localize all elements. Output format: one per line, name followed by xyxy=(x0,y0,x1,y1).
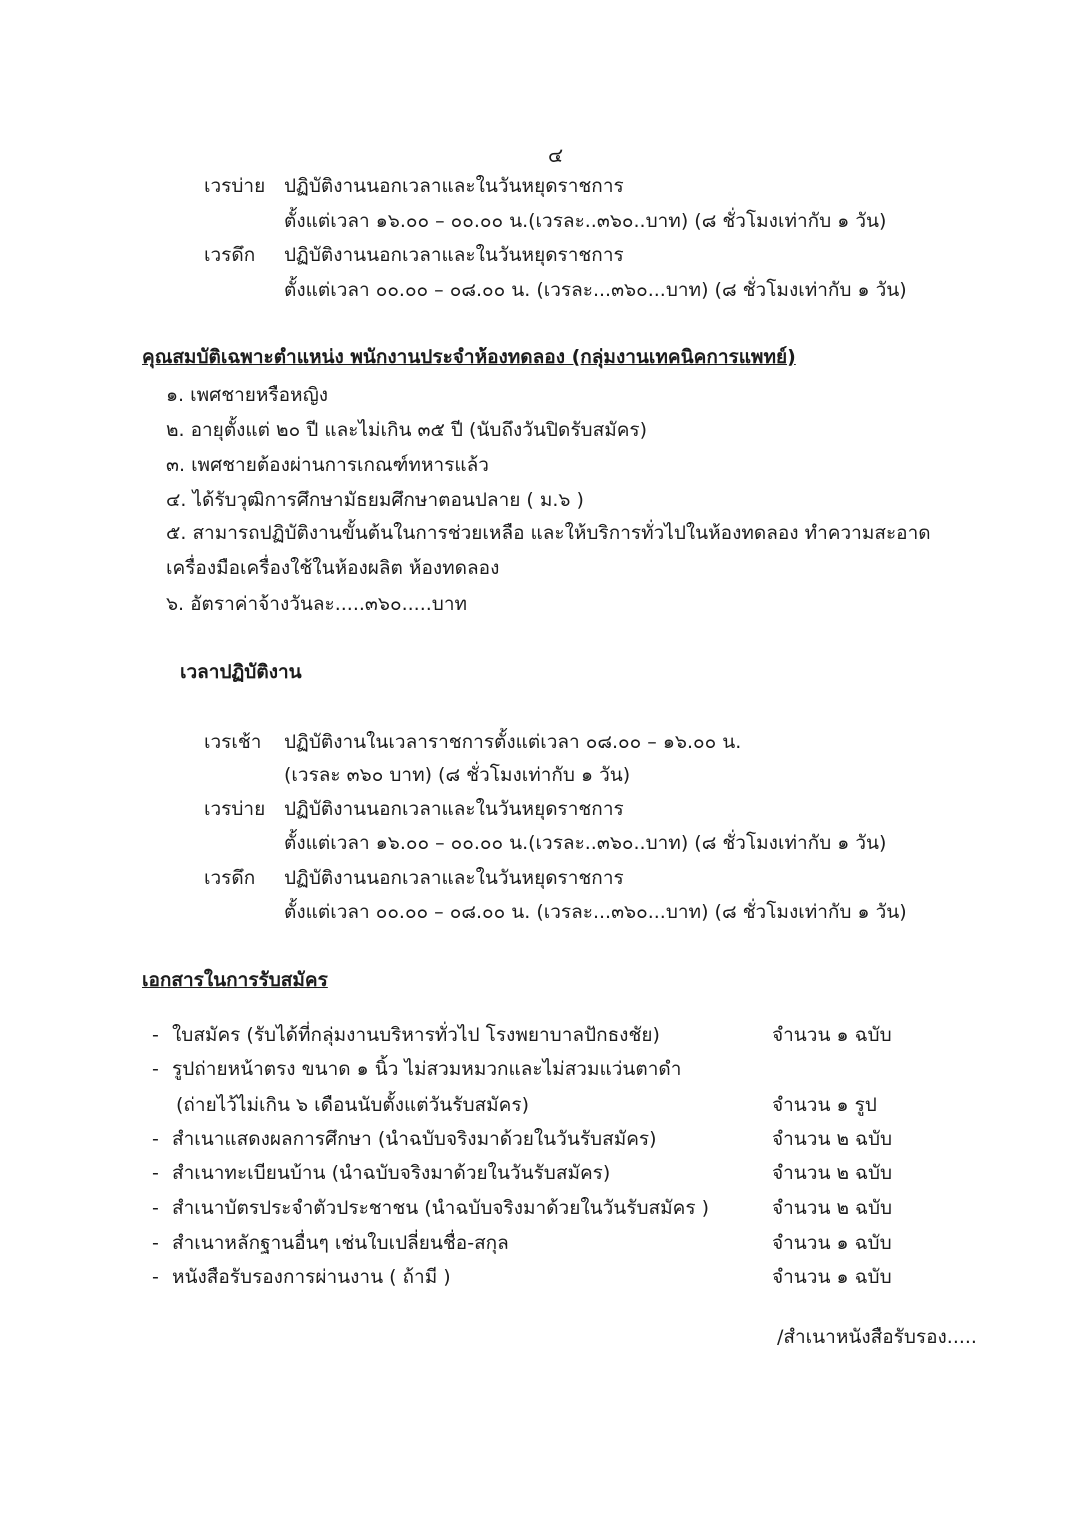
document-amount: จำนวน ๑ รูป xyxy=(772,1094,877,1116)
document-row xyxy=(152,1196,912,1222)
bullet-dash: - xyxy=(152,1197,159,1219)
afternoon-label: เวรบ่าย xyxy=(204,798,266,820)
top-afternoon-line2: ตั้งแต่เวลา ๑๖.๐๐ – ๐๐.๐๐ น.(เวรละ..๓๖๐..บาท) (๘ ชั่วโมงเท่ากับ ๑ วัน) xyxy=(284,210,887,232)
document-amount: จำนวน ๑ ฉบับ xyxy=(772,1266,892,1288)
top-afternoon-line1: ปฏิบัติงานนอกเวลาและในวันหยุดราชการ xyxy=(284,175,624,197)
morning-line1: ปฏิบัติงานในเวลาราชการตั้งแต่เวลา ๐๘.๐๐ – ๑๖.๐๐ น. xyxy=(284,731,742,753)
document-amount: จำนวน ๒ ฉบับ xyxy=(772,1197,893,1219)
qualification-item-1: ๑. เพศชายหรือหญิง xyxy=(166,384,329,406)
afternoon-line1: ปฏิบัติงานนอกเวลาและในวันหยุดราชการ xyxy=(284,798,624,820)
top-night-label: เวรดึก xyxy=(204,244,256,266)
document-row xyxy=(152,1265,912,1291)
top-afternoon-label: เวรบ่าย xyxy=(204,175,266,197)
document-text: (ถ่ายไว้ไม่เกิน ๖ เดือนนับตั้งแต่วันรับสมัคร) xyxy=(176,1094,530,1116)
qualification-item-4: ๔. ได้รับวุฒิการศึกษามัธยมศึกษาตอนปลาย ( ม.๖ ) xyxy=(166,489,584,511)
document-text: สำเนาบัตรประจำตัวประชาชน (นำฉบับจริงมาด้วยในวันรับสมัคร ) xyxy=(172,1197,710,1219)
document-text: รูปถ่ายหน้าตรง ขนาด ๑ นิ้ว ไม่สวมหมวกและไม่สวมแว่นตาดำ xyxy=(172,1058,682,1080)
bullet-dash: - xyxy=(152,1232,159,1254)
night-line2: ตั้งแต่เวลา ๐๐.๐๐ – ๐๘.๐๐ น. (เวรละ...๓๖๐...บาท) (๘ ชั่วโมงเท่ากับ ๑ วัน) xyxy=(284,901,907,923)
documents-heading: เอกสารในการรับสมัคร xyxy=(142,969,328,991)
document-text: สำเนาทะเบียนบ้าน (นำฉบับจริงมาด้วยในวันรับสมัคร) xyxy=(172,1162,611,1184)
document-row xyxy=(172,1093,912,1119)
continuation-note: /สำเนาหนังสือรับรอง..... xyxy=(777,1326,977,1348)
document-row xyxy=(152,1057,912,1083)
document-amount: จำนวน ๑ ฉบับ xyxy=(772,1024,892,1046)
night-line1: ปฏิบัติงานนอกเวลาและในวันหยุดราชการ xyxy=(284,867,624,889)
top-night-line2: ตั้งแต่เวลา ๐๐.๐๐ – ๐๘.๐๐ น. (เวรละ...๓๖๐...บาท) (๘ ชั่วโมงเท่ากับ ๑ วัน) xyxy=(284,279,907,301)
document-text: สำเนาแสดงผลการศึกษา (นำฉบับจริงมาด้วยในวันรับสมัคร) xyxy=(172,1128,657,1150)
document-amount: จำนวน ๒ ฉบับ xyxy=(772,1162,893,1184)
qualification-item-3: ๓. เพศชายต้องผ่านการเกณฑ์ทหารแล้ว xyxy=(166,454,489,476)
bullet-dash: - xyxy=(152,1058,159,1080)
document-row xyxy=(152,1023,912,1049)
bullet-dash: - xyxy=(152,1128,159,1150)
qualification-item-5: ๕. สามารถปฏิบัติงานขั้นต้นในการช่วยเหลือ และให้บริการทั่วไปในห้องทดลอง ทำความสะอาด xyxy=(166,522,931,544)
document-text: หนังสือรับรองการผ่านงาน ( ถ้ามี ) xyxy=(172,1266,451,1288)
page-number: ๔ xyxy=(548,143,564,167)
qualification-item-2: ๒. อายุตั้งแต่ ๒๐ ปี และไม่เกิน ๓๕ ปี (นับถึงวันปิดรับสมัคร) xyxy=(166,419,648,441)
top-night-line1: ปฏิบัติงานนอกเวลาและในวันหยุดราชการ xyxy=(284,244,624,266)
afternoon-line2: ตั้งแต่เวลา ๑๖.๐๐ – ๐๐.๐๐ น.(เวรละ..๓๖๐..บาท) (๘ ชั่วโมงเท่ากับ ๑ วัน) xyxy=(284,832,887,854)
night-label: เวรดึก xyxy=(204,867,256,889)
document-text: ใบสมัคร (รับได้ที่กลุ่มงานบริหารทั่วไป โรงพยาบาลปักธงชัย) xyxy=(172,1024,660,1046)
morning-label: เวรเช้า xyxy=(204,731,262,753)
qualification-item-6: ๖. อัตราค่าจ้างวันละ.....๓๖๐.....บาท xyxy=(166,593,468,615)
document-row xyxy=(152,1127,912,1153)
document-row xyxy=(152,1231,912,1257)
document-amount: จำนวน ๑ ฉบับ xyxy=(772,1232,892,1254)
work-hours-heading: เวลาปฏิบัติงาน xyxy=(180,661,302,683)
bullet-dash: - xyxy=(152,1162,159,1184)
morning-line2: (เวรละ ๓๖๐ บาท) (๘ ชั่วโมงเท่ากับ ๑ วัน) xyxy=(284,764,631,786)
qualification-item-5-cont: เครื่องมือเครื่องใช้ในห้องผลิต ห้องทดลอง xyxy=(166,557,500,579)
document-text: สำเนาหลักฐานอื่นๆ เช่นใบเปลี่ยนชื่อ-สกุล xyxy=(172,1232,509,1254)
document-amount: จำนวน ๒ ฉบับ xyxy=(772,1128,893,1150)
qualifications-heading: คุณสมบัติเฉพาะตำแหน่ง พนักงานประจำห้องทดลอง (กลุ่มงานเทคนิคการแพทย์) xyxy=(142,346,796,368)
bullet-dash: - xyxy=(152,1024,159,1046)
document-row xyxy=(152,1161,912,1187)
bullet-dash: - xyxy=(152,1266,159,1288)
